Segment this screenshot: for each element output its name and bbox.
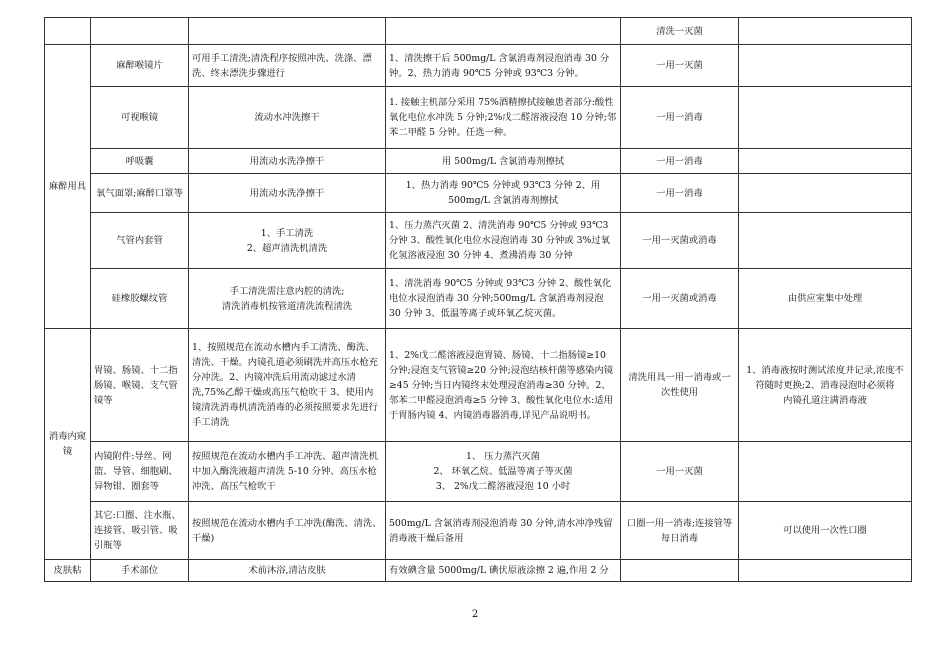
page-number: 2 xyxy=(471,609,479,620)
table-row xyxy=(45,149,912,174)
clean-cell: 按照规范在流动水槽内手工冲洗(酶洗、清洗、干燥) xyxy=(189,502,386,560)
table-row xyxy=(45,502,912,560)
frequency-cell: 一用一灭菌或消毒 xyxy=(621,213,739,269)
clean-cell: 按照规范在流动水槽内手工冲洗、超声清洗机中加入酶洗液超声清洗 5-10 分钟、高压水枪冲洗、高压气枪吹干 xyxy=(189,442,386,502)
item-cell: 麻醉喉镜片 xyxy=(91,45,189,87)
disinfect-cell: 1、清洗擦干后 500mg/L 含氯消毒剂浸泡消毒 30 分钟。2、热力消毒 90℃5 分钟或 93℃3 分钟。 xyxy=(386,45,621,87)
clean-cell xyxy=(189,269,386,329)
disinfect-cell: 1、热力消毒 90℃5 分钟或 93℃3 分钟 2、用 500mg/L 含氯消毒剂擦拭 xyxy=(386,174,621,213)
category-cell: 麻醉用具 xyxy=(45,45,91,329)
note-cell xyxy=(739,45,912,87)
note-cell xyxy=(739,87,912,149)
table-row xyxy=(45,442,912,502)
note-cell xyxy=(739,213,912,269)
note-cell: 可以使用一次性口圈 xyxy=(739,502,912,560)
item-cell xyxy=(91,18,189,45)
clean-line: 手工清洗需注意内腔的清洗; xyxy=(229,285,345,297)
category-cell xyxy=(45,18,91,45)
clean-cell: 可用手工清洗;清洗程序按照冲洗、洗涤、漂洗、终末漂洗步骤进行 xyxy=(189,45,386,87)
table-row xyxy=(45,87,912,149)
clean-cell: 1、按照规范在流动水槽内手工清洗、酶洗、清洗、干燥。内镜孔道必须刷洗并高压水枪充分冲洗。2、内镜冲洗后用流动滤过水清洗,75%乙醇干燥或高压气枪吹干 3、使用内镜清洗消毒机清洗消毒的必须按照要求先进行手工清洗 xyxy=(189,329,386,442)
disinfect-cell: 有效碘含量 5000mg/L 碘伏原液涂擦 2 遍,作用 2 分 xyxy=(386,560,621,582)
item-cell: 气管内套管 xyxy=(91,213,189,269)
note-cell xyxy=(739,174,912,213)
frequency-cell: 一用一消毒 xyxy=(621,174,739,213)
note-cell xyxy=(739,560,912,582)
item-cell: 呼吸囊 xyxy=(91,149,189,174)
disinfect-line: 3、 2%戊二醛溶液浸泡 10 小时 xyxy=(435,481,571,492)
note-cell xyxy=(739,149,912,174)
table-row xyxy=(45,213,912,269)
frequency-cell: 清洗一灭菌 xyxy=(621,18,739,45)
disinfect-cell: 1. 接触主机部分采用 75%酒精擦拭接触患者部分:酸性氧化电位水冲洗 5 分钟;2%戊二醛溶液浸泡 10 分钟;邻苯二甲醛 5 分钟。任选一种。 xyxy=(386,87,621,149)
note-cell xyxy=(739,329,912,442)
table-row xyxy=(45,560,912,582)
note-line: 内镜孔道注满消毒液 xyxy=(783,394,867,406)
category-cell: 消毒内窥镜 xyxy=(45,329,91,560)
item-cell: 手术部位 xyxy=(91,560,189,582)
clean-cell: 用流动水洗净擦干 xyxy=(189,149,386,174)
clean-cell: 术前沐浴,清洁皮肤 xyxy=(189,560,386,582)
item-cell: 其它:口圈、注水瓶、连接管、吸引管、吸引瓶等 xyxy=(91,502,189,560)
disinfect-line: 2、 环氧乙烷、低温等离子等灭菌 xyxy=(433,466,573,477)
disinfection-table xyxy=(44,17,912,582)
item-cell: 氧气面罩;麻醉口罩等 xyxy=(91,174,189,213)
table-row xyxy=(45,45,912,87)
frequency-cell: 一用一消毒 xyxy=(621,149,739,174)
disinfect-cell xyxy=(386,442,621,502)
item-cell: 硅橡胶螺纹管 xyxy=(91,269,189,329)
disinfect-cell: 1、压力蒸汽灭菌 2、清洗消毒 90℃5 分钟或 93℃3 分钟 3、酸性氧化电位水浸泡消毒 30 分钟或 3%过氧化氢溶液浸泡 30 分钟 4、煮沸消毒 30 分钟 xyxy=(386,213,621,269)
frequency-cell: 一用一消毒 xyxy=(621,87,739,149)
note-line: 1、消毒液按时测试浓度并记录,浓度不符随时更换;2、消毒浸泡时必须将 xyxy=(746,364,904,391)
frequency-cell: 口圈一用一消毒;连接管等每日消毒 xyxy=(621,502,739,560)
clean-line: 1、手工清洗 xyxy=(260,227,314,239)
table-row xyxy=(45,18,912,45)
note-cell xyxy=(739,442,912,502)
clean-cell: 用流动水洗净擦干 xyxy=(189,174,386,213)
disinfect-cell: 1、2%戊二醛溶液浸泡胃镜、肠镜、十二指肠镜≥10 分钟;浸泡支气管镜≥20 分钟;浸泡结核杆菌等感染内镜≥45 分钟;当日内镜终末处理浸泡消毒≥30 分钟。2、邻苯二甲醛浸泡消毒≥5 分钟 3、酸性氧化电位水:适用于胃肠内镜 4、内镜消毒器消毒,详见产品说明书。 xyxy=(386,329,621,442)
disinfect-cell: 500mg/L 含氯消毒剂浸泡消毒 30 分钟,清水冲净残留消毒液干燥后备用 xyxy=(386,502,621,560)
item-cell: 内镜附件:导丝、网篮、导管、细胞刷、异物钳、圈套等 xyxy=(91,442,189,502)
clean-line: 2、超声清洗机清洗 xyxy=(246,242,328,254)
clean-cell xyxy=(189,18,386,45)
disinfect-line: 1、 压力蒸汽灭菌 xyxy=(466,451,540,462)
disinfect-cell xyxy=(386,18,621,45)
table-row xyxy=(45,329,912,442)
note-cell: 由供应室集中处理 xyxy=(739,269,912,329)
disinfect-cell: 用 500mg/L 含氯消毒剂擦拭 xyxy=(386,149,621,174)
frequency-cell: 一用一灭菌 xyxy=(621,442,739,502)
disinfect-cell: 1、清洗消毒 90℃5 分钟或 93℃3 分钟 2、酸性氧化电位水浸泡消毒 30 分钟;500mg/L 含氯消毒剂浸泡 30 分钟 3、低温等离子或环氧乙烷灭菌。 xyxy=(386,269,621,329)
note-cell xyxy=(739,18,912,45)
clean-line: 清洗消毒机按管道清洗流程清洗 xyxy=(221,300,353,312)
item-cell: 可视喉镜 xyxy=(91,87,189,149)
table-row xyxy=(45,269,912,329)
item-cell: 胃镜、肠镜、十二指肠镜、喉镜、支气管镜等 xyxy=(91,329,189,442)
clean-cell xyxy=(189,213,386,269)
clean-cell: 流动水冲洗擦干 xyxy=(189,87,386,149)
table-row xyxy=(45,174,912,213)
frequency-cell: 一用一灭菌 xyxy=(621,45,739,87)
category-cell: 皮肤粘 xyxy=(45,560,91,582)
frequency-cell: 一用一灭菌或消毒 xyxy=(621,269,739,329)
frequency-cell: 清洗用具一用一消毒或一次性使用 xyxy=(621,329,739,442)
frequency-cell xyxy=(621,560,739,582)
